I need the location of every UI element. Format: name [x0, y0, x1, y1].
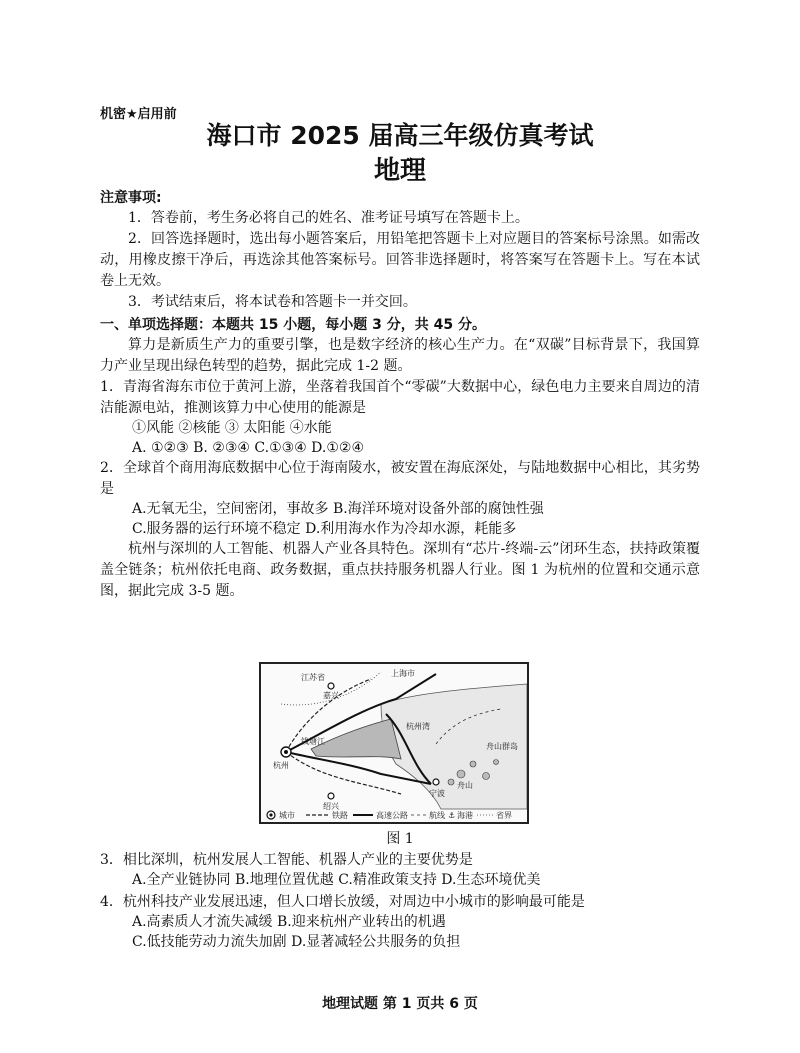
- legend-city: 城市: [279, 811, 295, 820]
- question-4-stem: 4．杭州科技产业发展迅速，但人口增长放缓，对周边中小城市的影响最可能是: [100, 894, 585, 910]
- city-dot: [284, 750, 288, 754]
- question-3-options: A.全产业链协同 B.地理位置优越 C.精准政策支持 D.生态环境优美: [132, 872, 541, 888]
- island: [483, 773, 490, 780]
- map-label-qiantang: 钱塘江: [301, 737, 325, 746]
- legend-port: 海港: [457, 811, 473, 820]
- question-2-stem: 2．全球首个商用海底数据中心位于海南陵水，被安置在海底深处，与陆地数据中心相比，其劣势是: [100, 460, 700, 497]
- legend-rail: 铁路: [332, 811, 348, 820]
- island: [457, 770, 465, 778]
- island: [448, 779, 454, 785]
- railway-line: [286, 752, 401, 794]
- map-label-hangzhou-bay: 杭州湾: [406, 722, 430, 731]
- legend-city-dot: [269, 813, 272, 816]
- exam-title: 海口市 2025 届高三年级仿真考试: [206, 121, 594, 150]
- map-label-shaoxing: 绍兴: [323, 802, 339, 811]
- intro-3-5: 杭州与深圳的人工智能、机器人产业各具特色。深圳有“芯片-终端-云”闭环生态，扶持政策覆盖全链条；杭州依托电商、政务数据，重点扶持服务机器人行业。图 1 为杭州的位置和交通示意图，据此完成 3-5 题。: [100, 541, 700, 599]
- legend-shipping: 航线: [429, 811, 445, 820]
- map-label-jiaxing: 嘉兴: [323, 691, 339, 700]
- page-footer: 地理试题 第 1 页共 6 页: [322, 996, 478, 1012]
- question-2-options-ab: A.无氧无尘，空间密闭，事故多 B.海洋环境对设备外部的腐蚀性强: [132, 501, 544, 517]
- city-marker-shaoxing: [328, 793, 334, 799]
- map-label-hangzhou: 杭州: [273, 761, 289, 770]
- question-2-options-cd: C.服务器的运行环境不稳定 D.利用海水作为冷却水源，耗能多: [132, 521, 517, 537]
- map-graphic: [261, 664, 527, 822]
- section-intro: 算力是新质生产力的重要引擎，也是数字经济的核心生产力。在“双碳”目标背景下，我国算力产业呈现出绿色转型的趋势，据此完成 1-2 题。: [100, 337, 700, 374]
- city-marker-jiaxing: [328, 683, 334, 689]
- question-4-options-ab: A.高素质人才流失减缓 B.迎来杭州产业转出的机遇: [132, 914, 446, 930]
- island: [470, 761, 476, 767]
- notice-item-1: 1．答卷前，考生务必将自己的姓名、准考证号填写在答题卡上。: [128, 210, 529, 226]
- map-label-shanghai: 上海市: [391, 669, 415, 678]
- map-label-zhoushan: 舟山: [457, 781, 473, 790]
- question-3-stem: 3．相比深圳，杭州发展人工智能、机器人产业的主要优势是: [100, 852, 473, 868]
- legend-boundary: 省界: [496, 811, 512, 820]
- confidential-mark: 机密★启用前: [100, 107, 177, 122]
- notice-item-3: 3．考试结束后，将本试卷和答题卡一并交回。: [128, 294, 417, 310]
- notice-heading: 注意事项:: [100, 190, 162, 206]
- figure-caption: 图 1: [386, 831, 414, 847]
- hangzhou-location-map: [259, 662, 529, 824]
- question-1-stem: 1．青海省海东市位于黄河上游，坐落着我国首个“零碳”大数据中心，绿色电力主要来自周边的清洁能源电站，推测该算力中心使用的能源是: [100, 379, 700, 416]
- section-heading: 一、单项选择题：本题共 15 小题，每小题 3 分，共 45 分。: [100, 317, 486, 333]
- notice-item-2: 2．回答选择题时，选出每小题答案后，用铅笔把答题卡上对应题目的答案标号涂黑。如需改动，用橡皮擦干净后，再选涂其他答案标号。回答非选择题时，将答案写在答题卡上。写在本试卷上无效。: [100, 231, 700, 289]
- question-4-options-cd: C.低技能劳动力流失加剧 D.显著减轻公共服务的负担: [132, 934, 461, 950]
- city-marker-ningbo: [433, 779, 439, 785]
- map-label-ningbo: 宁波: [429, 789, 445, 798]
- subject-title: 地理: [373, 156, 426, 186]
- legend-highway: 高速公路: [376, 811, 408, 820]
- anchor-icon: ⚓: [448, 811, 456, 820]
- map-label-jiangsu: 江苏省: [301, 673, 325, 682]
- map-label-zhoushan-islands: 舟山群岛: [486, 742, 518, 751]
- island: [494, 760, 499, 765]
- question-1-choices: ①风能 ②核能 ③ 太阳能 ④水能: [132, 420, 332, 436]
- question-1-options: A. ①②③ B. ②③④ C.①③④ D.①②④: [132, 440, 364, 456]
